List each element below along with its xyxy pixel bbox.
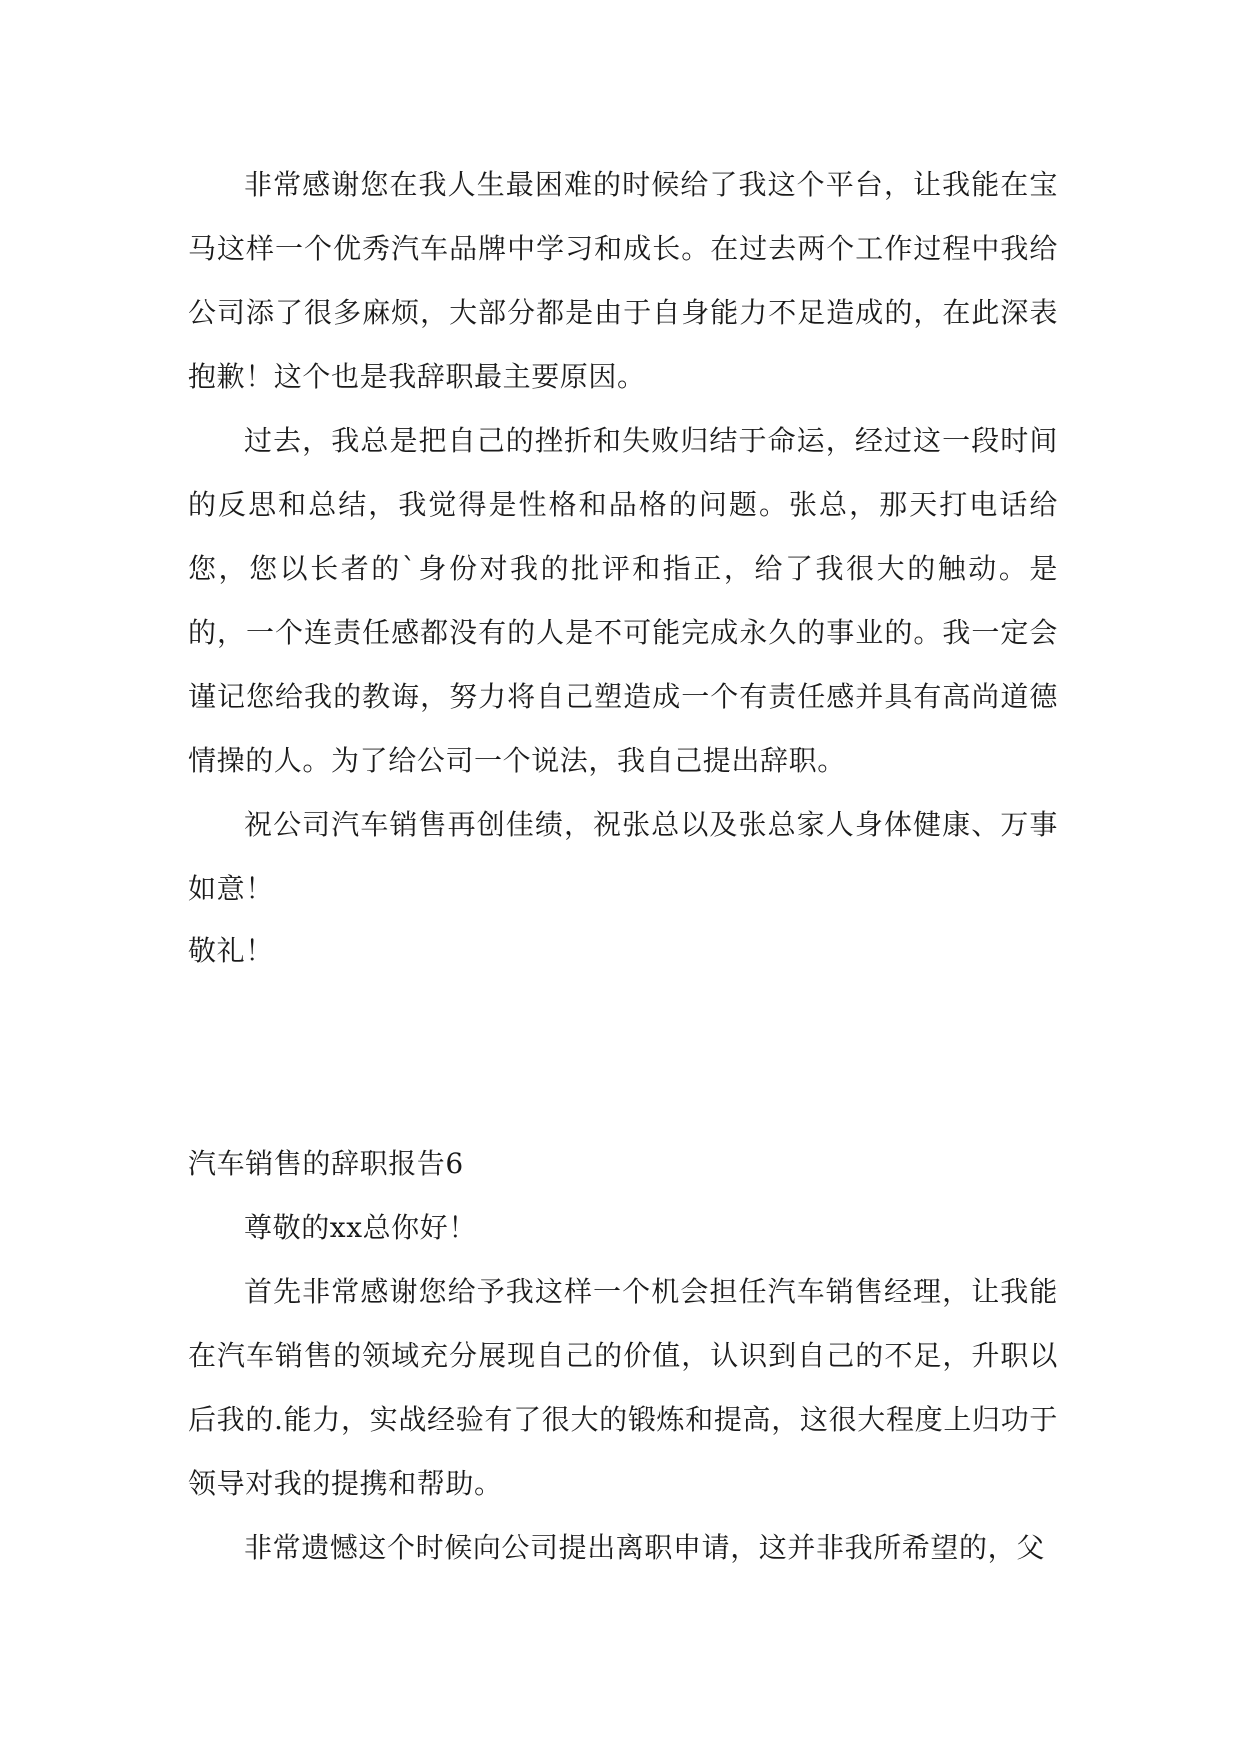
letter-2-paragraph-2: 非常遗憾这个时候向公司提出离职申请，这并非我所希望的，父 [244,1531,1045,1564]
letter-2-paragraph-1: 首先非常感谢您给予我这样一个机会担任汽车销售经理，让我能在汽车销售的领域充分展现自己的价值，认识到自己的不足，升职以后我的.能力，实战经验有了很大的锻炼和提高，这很大程度上归功于领导对我的提携和帮助。 [188,1275,1058,1500]
letter-1-paragraph-2: 过去，我总是把自己的挫折和失败归结于命运，经过这一段时间的反思和总结，我觉得是性格和品格的问题。张总，那天打电话给您，您以长者的`身份对我的批评和指正，给了我很大的触动。是的，一个连责任感都没有的人是不可能完成永久的事业的。我一定会谨记您给我的教诲，努力将自己塑造成一个有责任感并具有高尚道德情操的人。为了给公司一个说法，我自己提出辞职。 [188,424,1058,777]
letter-1-closing: 敬礼！ [188,934,274,967]
letter-1-body [188,153,1058,983]
letter-2-title: 汽车销售的辞职报告6 [188,1147,464,1180]
letter-2-body [188,1132,1058,1580]
letter-1-paragraph-1: 非常感谢您在我人生最困难的时候给了我这个平台，让我能在宝马这样一个优秀汽车品牌中学习和成长。在过去两个工作过程中我给公司添了很多麻烦，大部分都是由于自身能力不足造成的，在此深表抱歉！这个也是我辞职最主要原因。 [188,168,1058,393]
letter-2-greeting: 尊敬的xx总你好！ [244,1211,477,1244]
letter-1-paragraph-3: 祝公司汽车销售再创佳绩，祝张总以及张总家人身体健康、万事如意！ [188,808,1058,905]
